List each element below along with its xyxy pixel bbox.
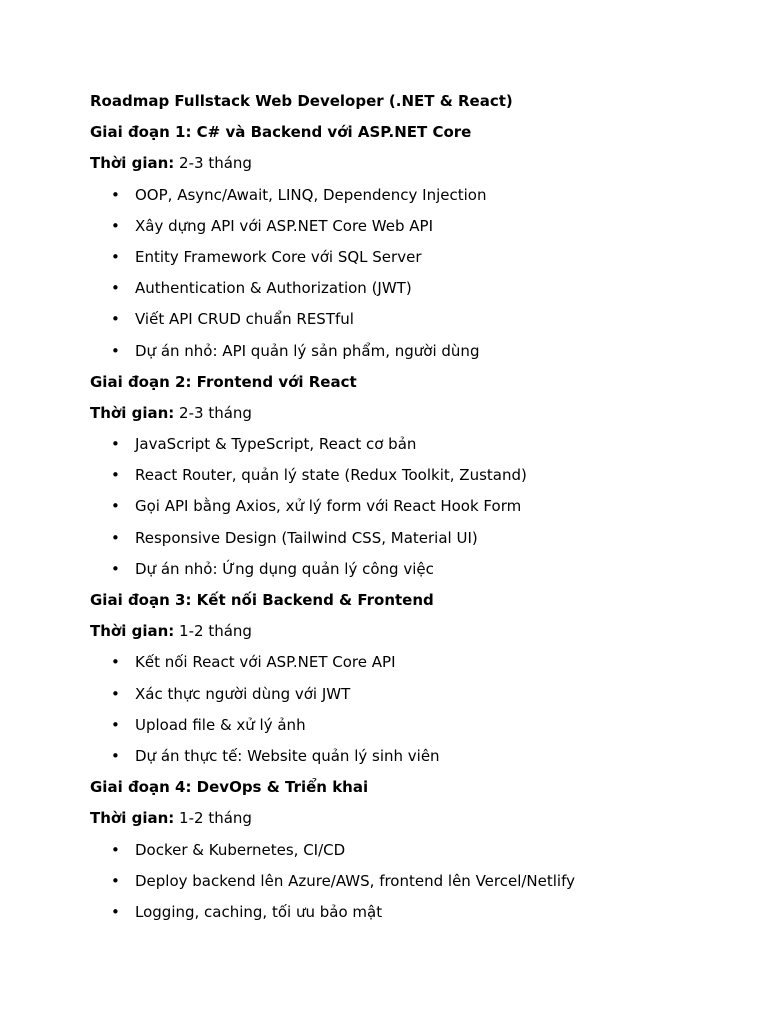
phase-section [90, 776, 728, 932]
duration-value: 1-2 tháng [179, 809, 252, 828]
bullet-icon: • [111, 528, 120, 547]
bullet-icon: • [111, 466, 120, 485]
list-item-text: Entity Framework Core với SQL Server [135, 247, 422, 266]
duration-label: Thời gian: [90, 809, 175, 828]
list-item-text: Dự án thực tế: Website quản lý sinh viên [135, 746, 440, 765]
list-item [90, 184, 728, 215]
bullet-icon: • [111, 746, 120, 765]
list-item-text: Xác thực người dùng với JWT [135, 684, 351, 703]
duration-label: Thời gian: [90, 622, 175, 641]
bullet-icon: • [111, 279, 120, 298]
list-item-text: Viết API CRUD chuẩn RESTful [135, 310, 354, 329]
list-item [90, 683, 728, 714]
list-item [90, 558, 728, 589]
phase-section [90, 589, 728, 776]
bullet-icon: • [111, 840, 120, 859]
document-title: Roadmap Fullstack Web Developer (.NET & React) [90, 92, 513, 110]
list-item-text: Upload file & xử lý ảnh [135, 715, 306, 734]
bullet-icon: • [111, 497, 120, 516]
list-item [90, 870, 728, 901]
list-item-text: React Router, quản lý state (Redux Toolkit, Zustand) [135, 466, 527, 485]
bullet-icon: • [111, 310, 120, 329]
bullet-icon: • [111, 715, 120, 734]
list-item-text: Dự án nhỏ: API quản lý sản phẩm, người dùng [135, 341, 480, 360]
duration-value: 1-2 tháng [179, 622, 252, 641]
phase-duration [90, 402, 728, 433]
list-item [90, 433, 728, 464]
phase-section [90, 371, 728, 589]
list-item [90, 651, 728, 682]
list-item-text: Dự án nhỏ: Ứng dụng quản lý công việc [135, 559, 434, 578]
bullet-icon: • [111, 902, 120, 921]
list-item-text: Logging, caching, tối ưu bảo mật [135, 902, 383, 921]
list-item [90, 277, 728, 308]
phase-heading: Giai đoạn 4: DevOps & Triển khai [90, 778, 369, 797]
phase-duration [90, 620, 728, 651]
list-item [90, 901, 728, 932]
bullet-icon: • [111, 341, 120, 360]
list-item-text: Authentication & Authorization (JWT) [135, 279, 412, 298]
duration-value: 2-3 tháng [179, 403, 252, 422]
bullet-icon: • [111, 435, 120, 454]
bullet-icon: • [111, 185, 120, 204]
phase-heading: Giai đoạn 3: Kết nối Backend & Frontend [90, 591, 434, 609]
phase-item-list [90, 433, 728, 589]
phase-item-list [90, 839, 728, 933]
list-item-text: Xây dựng API với ASP.NET Core Web API [135, 216, 434, 235]
list-item-text: Docker & Kubernetes, CI/CD [135, 840, 346, 859]
duration-value: 2-3 tháng [179, 154, 252, 173]
list-item-text: Kết nối React với ASP.NET Core API [135, 653, 396, 672]
list-item-text: Deploy backend lên Azure/AWS, frontend lên Vercel/Netlify [135, 871, 575, 890]
list-item [90, 464, 728, 495]
list-item [90, 527, 728, 558]
bullet-icon: • [111, 871, 120, 890]
bullet-icon: • [111, 684, 120, 703]
bullet-icon: • [111, 216, 120, 235]
list-item-text: Gọi API bằng Axios, xử lý form với React Hook Form [135, 497, 522, 516]
phase-heading: Giai đoạn 2: Frontend với React [90, 372, 357, 391]
list-item [90, 745, 728, 776]
phase-duration [90, 152, 728, 183]
duration-label: Thời gian: [90, 403, 175, 422]
list-item-text: JavaScript & TypeScript, React cơ bản [135, 435, 417, 454]
list-item [90, 839, 728, 870]
list-item [90, 246, 728, 277]
bullet-icon: • [111, 247, 120, 266]
list-item-text: Responsive Design (Tailwind CSS, Material UI) [135, 528, 478, 547]
phase-heading: Giai đoạn 1: C# và Backend với ASP.NET Core [90, 123, 472, 142]
list-item [90, 215, 728, 246]
phase-duration [90, 807, 728, 838]
list-item [90, 714, 728, 745]
duration-label: Thời gian: [90, 154, 175, 173]
phase-item-list [90, 184, 728, 371]
phase-section [90, 121, 728, 371]
list-item [90, 495, 728, 526]
bullet-icon: • [111, 653, 120, 672]
phase-item-list [90, 651, 728, 776]
list-item [90, 308, 728, 339]
list-item-text: OOP, Async/Await, LINQ, Dependency Injection [135, 185, 487, 204]
list-item [90, 340, 728, 371]
bullet-icon: • [111, 559, 120, 578]
